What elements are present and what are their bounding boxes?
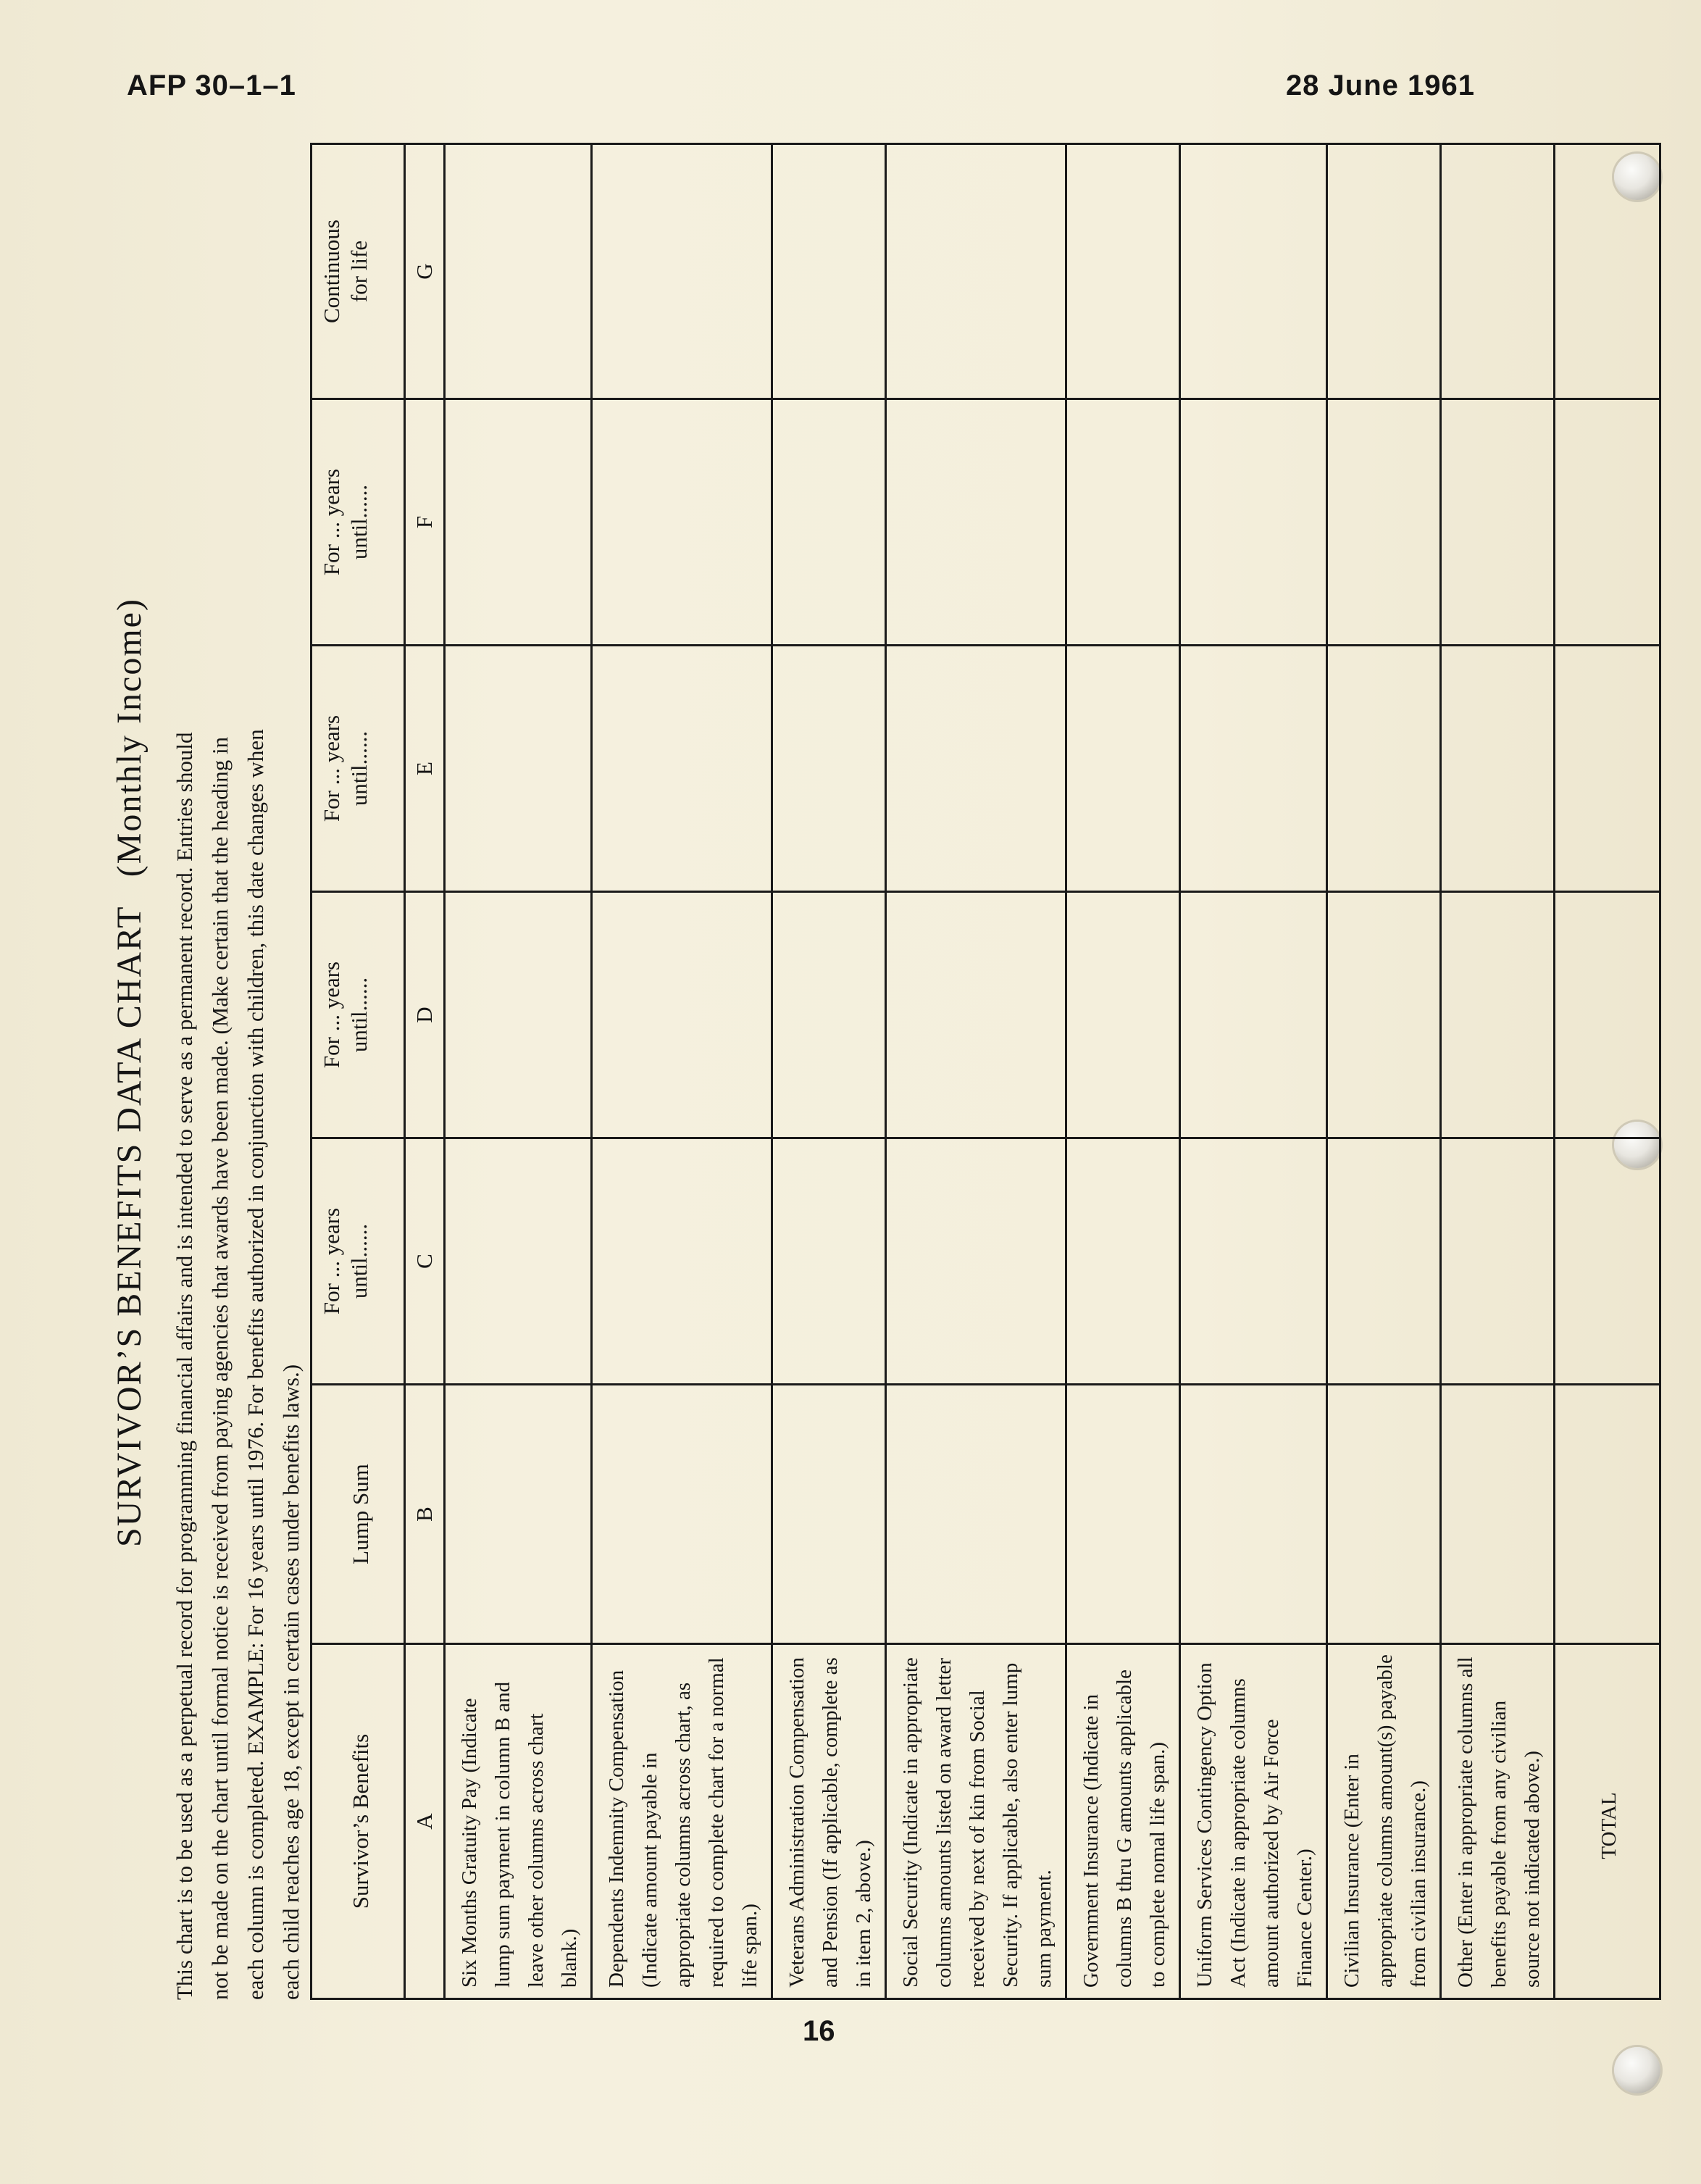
entry-cell-e[interactable] — [1066, 646, 1180, 892]
entry-cell-b[interactable] — [772, 1385, 886, 1644]
entry-cell-c[interactable] — [1066, 1138, 1180, 1385]
entry-cell-e[interactable] — [772, 646, 886, 892]
entry-cell-d[interactable] — [772, 892, 886, 1138]
entry-cell-c[interactable] — [1180, 1138, 1327, 1385]
entry-cell-c[interactable] — [1441, 1138, 1555, 1385]
row-label: Government Insurance (Indicate in columns B thru G amounts applicable to complete nomal life span.) — [1066, 1644, 1180, 1999]
entry-cell-g[interactable] — [1327, 144, 1441, 399]
entry-cell-b[interactable] — [886, 1385, 1066, 1644]
page-number: 16 — [803, 2015, 835, 2047]
entry-cell-d[interactable] — [1441, 892, 1555, 1138]
row-label: Social Security (Indicate in appropriate columns amounts listed on award letter received by next of kin from Social Security. If applicable, also enter lump sum payment. — [886, 1644, 1066, 1999]
benefits-chart-table — [310, 143, 1661, 2000]
entry-cell-c[interactable] — [445, 1138, 592, 1385]
column-letter-row — [405, 144, 445, 1999]
entry-cell-b[interactable] — [592, 1385, 772, 1644]
total-cell-b[interactable] — [1555, 1385, 1660, 1644]
row-label: Other (Enter in appropriate columns all benefits payable from any civilian source not indicated above.) — [1441, 1644, 1555, 1999]
benefit-row-dependents-indemnity — [592, 144, 772, 1999]
column-header-period-f: For ... years until...... — [312, 399, 405, 646]
chart-title-main: SURVIVOR’S BENEFITS DATA CHART — [110, 906, 149, 1547]
column-letter: A — [405, 1644, 445, 1999]
document-id: AFP 30–1–1 — [127, 70, 296, 101]
entry-cell-b[interactable] — [1180, 1385, 1327, 1644]
entry-cell-b[interactable] — [1327, 1385, 1441, 1644]
entry-cell-d[interactable] — [1180, 892, 1327, 1138]
entry-cell-e[interactable] — [1441, 646, 1555, 892]
row-label: Veterans Administration Compensation and Pension (If applicable, complete as in item 2, above.) — [772, 1644, 886, 1999]
entry-cell-f[interactable] — [445, 399, 592, 646]
chart-instructions — [167, 145, 309, 2000]
entry-cell-d[interactable] — [445, 892, 592, 1138]
total-label: TOTAL — [1555, 1644, 1660, 1999]
total-cell-d[interactable] — [1555, 892, 1660, 1138]
entry-cell-g[interactable] — [445, 144, 592, 399]
entry-cell-f[interactable] — [1441, 399, 1555, 646]
row-label: Dependents Indemnity Compensation (Indicate amount payable in appropriate columns across chart, as required to complete chart for a normal life span.) — [592, 1644, 772, 1999]
entry-cell-g[interactable] — [1441, 144, 1555, 399]
instruction-line: each child reaches age 18, except in certain cases under benefits laws.) — [278, 1364, 304, 2000]
column-letter: B — [405, 1385, 445, 1644]
rotated-chart-block — [100, 145, 1621, 2000]
entry-cell-e[interactable] — [592, 646, 772, 892]
entry-cell-c[interactable] — [886, 1138, 1066, 1385]
entry-cell-b[interactable] — [1441, 1385, 1555, 1644]
entry-cell-e[interactable] — [1327, 646, 1441, 892]
entry-cell-g[interactable] — [772, 144, 886, 399]
row-label: Six Months Gratuity Pay (Indicate lump sum payment in column B and leave other columns across chart blank.) — [445, 1644, 592, 1999]
instruction-line: each column is completed. EXAMPLE: For 16 years until 1976. For benefits authorized in conjunction with children, this date changes when — [243, 729, 268, 2000]
entry-cell-g[interactable] — [1066, 144, 1180, 399]
column-header-continuous: Continuous for life — [312, 144, 405, 399]
entry-cell-f[interactable] — [1180, 399, 1327, 646]
column-header-period-e: For ... years until...... — [312, 646, 405, 892]
entry-cell-e[interactable] — [886, 646, 1066, 892]
total-row — [1555, 144, 1660, 1999]
entry-cell-b[interactable] — [445, 1385, 592, 1644]
row-label: Uniform Services Contingency Option Act (Indicate in appropriate columns amount authorized by Air Force Finance Center.) — [1180, 1644, 1327, 1999]
entry-cell-b[interactable] — [1066, 1385, 1180, 1644]
entry-cell-g[interactable] — [1180, 144, 1327, 399]
entry-cell-f[interactable] — [886, 399, 1066, 646]
instruction-line: This chart is to be used as a perpetual record for programming financial affairs and is intended to serve as a permanent record. Entries should — [172, 732, 197, 2000]
column-letter: C — [405, 1138, 445, 1385]
column-letter: F — [405, 399, 445, 646]
benefit-row-other — [1441, 144, 1555, 1999]
chart-title-suffix: (Monthly Income) — [110, 598, 149, 878]
total-cell-e[interactable] — [1555, 646, 1660, 892]
benefit-row-contingency-option — [1180, 144, 1327, 1999]
instruction-line: not be made on the chart until formal notice is received from paying agencies that awards have been made. (Make certain that the heading in — [207, 736, 233, 2000]
column-header-period-c: For ... years until...... — [312, 1138, 405, 1385]
entry-cell-f[interactable] — [1327, 399, 1441, 646]
entry-cell-d[interactable] — [592, 892, 772, 1138]
entry-cell-e[interactable] — [445, 646, 592, 892]
column-letter: G — [405, 144, 445, 399]
entry-cell-f[interactable] — [1066, 399, 1180, 646]
total-cell-c[interactable] — [1555, 1138, 1660, 1385]
benefit-row-gratuity-pay — [445, 144, 592, 1999]
column-letter: D — [405, 892, 445, 1138]
total-cell-f[interactable] — [1555, 399, 1660, 646]
column-header-survivors-benefits: Survivor’s Benefits — [312, 1644, 405, 1999]
benefit-row-civilian-insurance — [1327, 144, 1441, 1999]
chart-title — [100, 145, 159, 2000]
entry-cell-d[interactable] — [886, 892, 1066, 1138]
row-label: Civilian Insurance (Enter in appropriate columns amount(s) payable from civilian insurance.) — [1327, 1644, 1441, 1999]
total-cell-g[interactable] — [1555, 144, 1660, 399]
column-header-row — [312, 144, 405, 1999]
benefit-row-government-insurance — [1066, 144, 1180, 1999]
entry-cell-f[interactable] — [772, 399, 886, 646]
entry-cell-c[interactable] — [592, 1138, 772, 1385]
entry-cell-e[interactable] — [1180, 646, 1327, 892]
binder-hole-bottom — [1614, 2047, 1660, 2093]
entry-cell-d[interactable] — [1327, 892, 1441, 1138]
column-header-lump-sum: Lump Sum — [312, 1385, 405, 1644]
column-header-period-d: For ... years until...... — [312, 892, 405, 1138]
entry-cell-g[interactable] — [592, 144, 772, 399]
benefit-row-social-security — [886, 144, 1066, 1999]
benefit-row-veterans-administration — [772, 144, 886, 1999]
document-date: 28 June 1961 — [1285, 70, 1475, 101]
entry-cell-f[interactable] — [592, 399, 772, 646]
entry-cell-g[interactable] — [886, 144, 1066, 399]
column-letter: E — [405, 646, 445, 892]
entry-cell-c[interactable] — [1327, 1138, 1441, 1385]
entry-cell-d[interactable] — [1066, 892, 1180, 1138]
entry-cell-c[interactable] — [772, 1138, 886, 1385]
